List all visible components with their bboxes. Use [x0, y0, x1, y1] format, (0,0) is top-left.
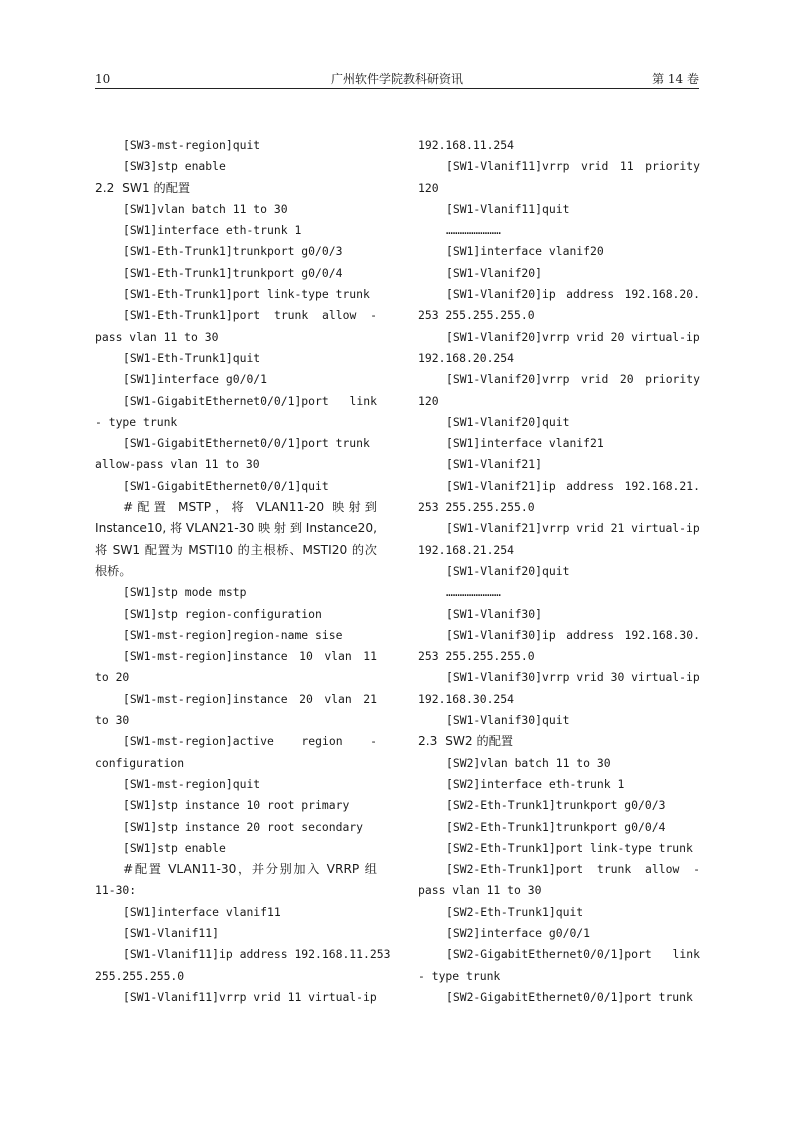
code-line: [SW1]stp enable	[123, 840, 226, 855]
code-line: 192.168.20.254	[418, 350, 515, 365]
comment-line: 将 SW1 配置为 MSTI10 的主根桥、MSTI20 的次	[95, 542, 377, 557]
code-line: [SW1-GigabitEthernet0/0/1]port link	[123, 393, 377, 408]
code-line: [SW1-Vlanif21]	[446, 457, 543, 472]
code-line: [SW1]interface vlanif11	[123, 904, 281, 919]
code-line: [SW2-Eth-Trunk1]trunkport g0/0/3	[446, 798, 666, 813]
code-line: configuration	[95, 755, 185, 770]
code-line: [SW1-Vlanif30]vrrp vrid 30 virtual-ip	[446, 670, 700, 685]
code-line: 253 255.255.255.0	[418, 308, 535, 323]
ellipsis-line: ……………………	[446, 223, 501, 238]
code-line: 253 255.255.255.0	[418, 500, 535, 515]
code-line: [SW1-Eth-Trunk1]port trunk allow -	[123, 308, 377, 323]
code-line: [SW1]interface vlanif21	[446, 436, 604, 451]
code-line: 120	[418, 180, 439, 195]
code-line: to 20	[95, 670, 130, 685]
code-line: [SW1-Vlanif20]quit	[446, 563, 570, 578]
section-heading: 2.2 SW1 的配置	[95, 180, 191, 195]
right-column	[418, 135, 700, 1008]
code-line: 253 255.255.255.0	[418, 649, 535, 664]
code-line: [SW1-mst-region]instance 10 vlan 11	[123, 649, 377, 664]
code-line: [SW2-Eth-Trunk1]port trunk allow -	[446, 862, 700, 877]
code-line: [SW1-Eth-Trunk1]port link-type trunk	[123, 287, 370, 302]
code-line: [SW1]interface eth-trunk 1	[123, 223, 302, 238]
code-line: 11-30:	[95, 883, 137, 898]
comment-line: #配置 MSTP，将 VLAN11-20 映射到	[123, 500, 377, 515]
code-line: pass vlan 11 to 30	[418, 883, 542, 898]
page-number: 10	[95, 72, 111, 86]
code-line: [SW1]interface g0/0/1	[123, 372, 268, 387]
comment-line: #配置 VLAN11-30，并分别加入 VRRP 组	[123, 862, 377, 877]
comment-line: Instance10,将VLAN21-30映射到Instance20,	[95, 521, 377, 536]
code-line: [SW1]interface vlanif20	[446, 244, 604, 259]
code-line: [SW1]vlan batch 11 to 30	[123, 201, 288, 216]
comment-line: 根桥。	[95, 563, 132, 578]
code-line: 192.168.21.254	[418, 542, 515, 557]
code-line: [SW1-mst-region]quit	[123, 776, 261, 791]
code-line: [SW2-GigabitEthernet0/0/1]port trunk	[446, 989, 693, 1004]
code-line: - type trunk	[418, 968, 501, 983]
code-line: [SW1-mst-region]instance 20 vlan 21	[123, 691, 377, 706]
code-line: [SW1-Vlanif30]quit	[446, 713, 570, 728]
code-line: 120	[418, 393, 439, 408]
code-line: [SW1]stp instance 20 root secondary	[123, 819, 364, 834]
code-line: 255.255.255.0	[95, 968, 185, 983]
volume-label: 第 14 卷	[652, 72, 699, 86]
running-header	[95, 70, 699, 88]
code-line: [SW1-Vlanif20]quit	[446, 414, 570, 429]
code-line: [SW1-Vlanif20]vrrp vrid 20 virtual-ip	[446, 329, 700, 344]
code-line: [SW1-Vlanif30]	[446, 606, 543, 621]
code-line: [SW1]stp region-configuration	[123, 606, 322, 621]
code-line: [SW3-mst-region]quit	[123, 138, 261, 152]
code-line: [SW1-Eth-Trunk1]quit	[123, 350, 261, 365]
ellipsis-line: ……………………	[446, 585, 501, 600]
journal-title: 广州软件学院教科研资讯	[330, 72, 463, 86]
code-line: [SW1]stp instance 10 root primary	[123, 798, 350, 813]
code-line: [SW2-Eth-Trunk1]trunkport g0/0/4	[446, 819, 666, 834]
left-column	[95, 135, 391, 1008]
code-line: pass vlan 11 to 30	[95, 329, 219, 344]
section-heading: 2.3 SW2 的配置	[418, 734, 514, 749]
code-line: [SW2]vlan batch 11 to 30	[446, 755, 611, 770]
code-line: [SW1-Vlanif21]ip address 192.168.21.	[446, 478, 700, 493]
code-line: [SW2]interface eth-trunk 1	[446, 776, 625, 791]
code-line: [SW1-mst-region]active region -	[123, 734, 377, 749]
code-line: [SW1-mst-region]region-name sise	[123, 627, 343, 642]
code-line: [SW2-GigabitEthernet0/0/1]port link	[446, 947, 700, 962]
code-line: [SW2-Eth-Trunk1]port link-type trunk	[446, 840, 693, 855]
code-line: [SW1-GigabitEthernet0/0/1]quit	[123, 478, 329, 493]
header-rule	[95, 88, 699, 89]
code-line: [SW1-Vlanif11]ip address 192.168.11.253	[123, 947, 391, 962]
code-line: [SW1-Vlanif20]ip address 192.168.20.	[446, 287, 700, 302]
code-line: [SW3]stp enable	[123, 159, 226, 174]
code-line: [SW1-Vlanif21]vrrp vrid 21 virtual-ip	[446, 521, 700, 536]
code-line: [SW2]interface g0/0/1	[446, 925, 591, 940]
code-line: [SW1-Vlanif11]	[123, 925, 220, 940]
code-line: [SW1-GigabitEthernet0/0/1]port trunk	[123, 436, 370, 451]
code-line: - type trunk	[95, 414, 178, 429]
code-line: 192.168.30.254	[418, 691, 515, 706]
code-line: [SW1-Eth-Trunk1]trunkport g0/0/3	[123, 244, 343, 259]
code-line: [SW1]stp mode mstp	[123, 585, 247, 600]
code-line: [SW1-Vlanif20]	[446, 265, 543, 280]
code-line: [SW1-Vlanif11]quit	[446, 201, 570, 216]
code-line: [SW2-Eth-Trunk1]quit	[446, 904, 584, 919]
code-line: to 30	[95, 713, 130, 728]
code-line: [SW1-Vlanif11]vrrp vrid 11 priority	[446, 159, 700, 174]
code-line: [SW1-Vlanif20]vrrp vrid 20 priority	[446, 372, 700, 387]
code-line: [SW1-Vlanif11]vrrp vrid 11 virtual-ip	[123, 989, 377, 1004]
code-line: [SW1-Eth-Trunk1]trunkport g0/0/4	[123, 265, 343, 280]
code-line: [SW1-Vlanif30]ip address 192.168.30.	[446, 627, 700, 642]
code-line: 192.168.11.254	[418, 138, 515, 152]
code-line: allow-pass vlan 11 to 30	[95, 457, 260, 472]
